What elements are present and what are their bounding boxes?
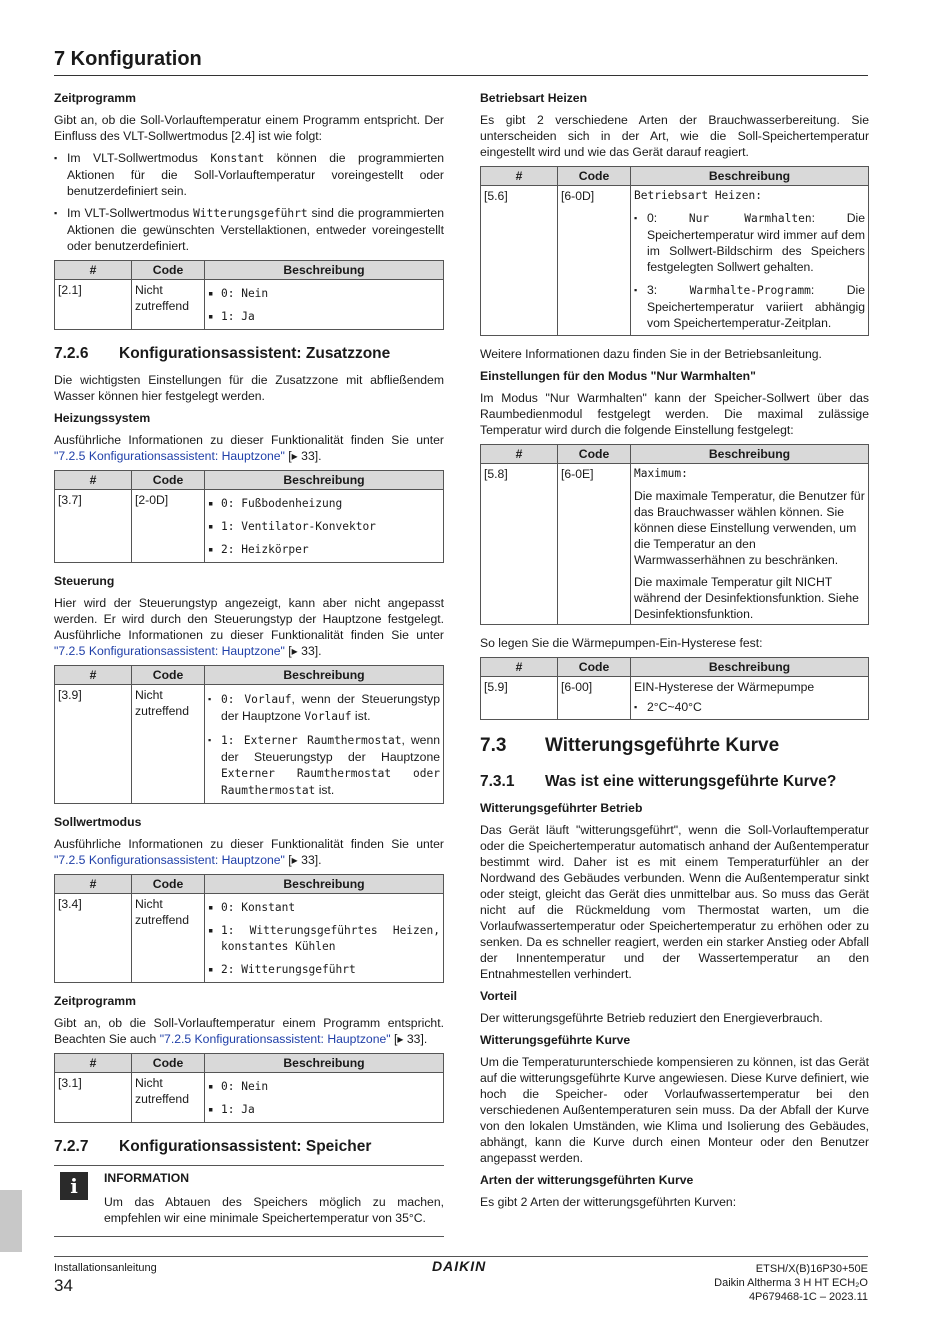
table-row: [3.9] Nicht zutreffend ▪ 0: Vorlauf, wenn der Steuerungstyp der Hauptzone Vorlauf ist. ▪ 1: Externer Raumthermostat, wenn der Steuerungstyp der Hauptzone Externer Raumthermostat oder Raumthermostat ist.	[55, 685, 444, 804]
paragraph: Gibt an, ob die Soll-Vorlauftemperatur einem Programm entspricht. Beachten Sie auch "7.2.5 Konfigurationsassistent: Hauptzone" [▸ 33].	[54, 1016, 444, 1046]
settings-table: # Code Beschreibung [5.9] [6-00] EIN-Hysterese der Wärmepumpe ▪ 2°C~40°C	[480, 657, 869, 720]
subheading-zeitprogramm: Zeitprogramm	[54, 994, 136, 1008]
information-title: INFORMATION	[104, 1171, 190, 1185]
paragraph: Es gibt 2 Arten der witterungsgeführten Kurven:	[480, 1195, 737, 1209]
cross-reference-link[interactable]: "7.2.5 Konfigurationsassistent: Hauptzone"	[54, 449, 285, 463]
table-row: [2.1] Nicht zutreffend ▪ 0: Nein ▪ 1: Ja	[55, 280, 444, 330]
information-box	[54, 1165, 444, 1237]
subheading-betrieb: Witterungsgeführter Betrieb	[480, 801, 643, 815]
information-text: Um das Abtauen des Speichers möglich zu machen, empfehlen wir eine minimale Speichertemperatur von 35°C.	[104, 1195, 444, 1225]
footer-model: ETSH/X(B)16P30+50E	[755, 1263, 868, 1275]
section-heading-7-3: 7.3 Witterungsgeführte Kurve	[480, 735, 780, 756]
information-icon: i	[60, 1172, 88, 1200]
paragraph: Im Modus "Nur Warmhalten" kann der Speicher-Sollwert über das Raumbedienmodul festgelegt werden. Die maximal zulässige Temperatur wird durch die folgende Einstellung festgelegt:	[480, 391, 869, 437]
settings-table: # Code Beschreibung [3.7] [2-0D] ▪ 0: Fußbodenheizung ▪ 1: Ventilator-Konvektor ▪ 2: Heizkörper	[54, 470, 444, 563]
subheading-zeitprogramm: Zeitprogramm	[54, 91, 136, 105]
left-column	[54, 88, 444, 1237]
paragraph: Der witterungsgeführte Betrieb reduziert den Energieverbrauch.	[480, 1011, 823, 1025]
table-row: [5.9] [6-00] EIN-Hysterese der Wärmepumpe ▪ 2°C~40°C	[481, 677, 869, 720]
settings-table: # Code Beschreibung [5.8] [6-0E] Maximum: Die maximale Temperatur, die Benutzer für das Brauchwasser wählen können. Sie können diese Einstellung verwenden, um die Temperatur an den Warmwasserhähnen zu beschränken. Die maximale Temperatur gilt NICHT während der Desinfektionsfunktion. Siehe Desinfektionsfunktion.	[480, 444, 869, 625]
list-item: ▪ Im VLT-Sollwertmodus Konstant können die programmierten Aktionen für die Soll-Vorlauftemperatur voreingestellt oder benutzerdefiniert sein.	[54, 150, 444, 199]
section-heading-7-3-1: 7.3.1 Was ist eine witterungsgeführte Kurve?	[480, 773, 837, 790]
paragraph: Ausführliche Informationen zu dieser Funktionalität finden Sie unter "7.2.5 Konfigurationsassistent: Hauptzone" [▸ 33].	[54, 433, 444, 463]
page-number: 34	[54, 1276, 73, 1295]
footer-doc-type: Installationsanleitung	[54, 1262, 157, 1274]
subheading-heizungssystem: Heizungssystem	[54, 411, 151, 425]
table-row: [5.6] [6-0D] Betriebsart Heizen: ▪ 0: Nur Warmhalten: Die Speichertemperatur wird immer auf dem im Sollwert-Bildschirm des Speichers festgelegten Sollwert gehalten. ▪ 3: Warmhalte-Programm: Die Speichertemperatur variiert abhängig vom Speichertemperatur-Zeitplan.	[481, 186, 869, 336]
subheading-arten: Arten der witterungsgeführten Kurve	[480, 1173, 694, 1187]
settings-table: # Code Beschreibung [5.6] [6-0D] Betriebsart Heizen: ▪ 0: Nur Warmhalten: Die Speichertemperatur wird immer auf dem im Sollwert-Bildschirm des Speichers festgelegten Sollwert gehalten. ▪ 3: Warmhalte-Programm: Die Speichertemperatur variiert abhängig vom Speichertemperatur-Zeitplan.	[480, 166, 869, 336]
paragraph: Die wichtigsten Einstellungen für die Zusatzzone mit abfließendem Wasser können hier festgelegt werden.	[54, 373, 444, 403]
table-row: [3.7] [2-0D] ▪ 0: Fußbodenheizung ▪ 1: Ventilator-Konvektor ▪ 2: Heizkörper	[55, 490, 444, 563]
footer-document-info	[714, 1262, 868, 1304]
footer-docnum: 4P679468-1C – 2023.11	[748, 1291, 868, 1303]
subheading-steuerung: Steuerung	[54, 574, 115, 588]
right-column	[480, 88, 869, 1216]
subheading-vorteil: Vorteil	[480, 989, 518, 1003]
table-row: [3.4] Nicht zutreffend ▪ 0: Konstant ▪ 1: Witterungsgeführtes Heizen, konstantes Kühlen ▪ 2: Witterungsgeführt	[55, 894, 444, 983]
paragraph: Gibt an, ob die Soll-Vorlauftemperatur einem Programm entspricht. Der Einfluss des VLT-Sollwertmodus [2.4] ist wie folgt:	[54, 113, 444, 143]
subheading-nur-warmhalten: Einstellungen für den Modus "Nur Warmhalten"	[480, 369, 756, 383]
paragraph: Weitere Informationen dazu finden Sie in der Betriebsanleitung.	[480, 347, 822, 361]
settings-table: # Code Beschreibung [3.1] Nicht zutreffend ▪ 0: Nein ▪ 1: Ja	[54, 1053, 444, 1123]
daikin-logo: DAIKIN	[432, 1258, 487, 1274]
section-heading-7-2-6: 7.2.6 Konfigurationsassistent: Zusatzzone	[54, 345, 391, 362]
chapter-thumb-tab	[0, 1190, 22, 1252]
paragraph: Es gibt 2 verschiedene Arten der Brauchwasserbereitung. Sie unterscheiden sich in der Art, wie die Soll-Speichertemperatur eingestellt wird und wie das Gerät darauf reagiert.	[480, 113, 869, 159]
paragraph: Ausführliche Informationen zu dieser Funktionalität finden Sie unter "7.2.5 Konfigurationsassistent: Hauptzone" [▸ 33].	[54, 837, 444, 867]
paragraph: So legen Sie die Wärmepumpen-Ein-Hysterese fest:	[480, 636, 763, 650]
chapter-title: 7 Konfiguration	[54, 48, 868, 76]
table-row: [3.1] Nicht zutreffend ▪ 0: Nein ▪ 1: Ja	[55, 1073, 444, 1123]
cross-reference-link[interactable]: "7.2.5 Konfigurationsassistent: Hauptzone"	[54, 644, 285, 658]
settings-table: # Code Beschreibung [2.1] Nicht zutreffend ▪ 0: Nein ▪ 1: Ja	[54, 260, 444, 330]
paragraph: Das Gerät läuft "witterungsgeführt", wenn die Soll-Vorlauftemperatur oder die Speichertemperatur automatisch anhand der Außentemperatur bestimmt wird. Daher ist es mit einem Temperaturfühler an der Nordwand des Gebäudes verbunden. Wenn die Außentemperatur sinkt oder steigt, gleicht das Gerät dies unmittelbar aus. So muss das Gerät nicht auf die Rückmeldung vom Thermostat warten, um die Vorlaufwassertemperatur oder Speichertemperatur zu erhöhen oder zu senken. Da es schneller reagiert, werden ein starker Anstieg oder Abfall der Innentemperatur und der Wassertemperatur an den Entnahmestellen verhindert.	[480, 823, 869, 981]
subheading-kurve: Witterungsgeführte Kurve	[480, 1033, 631, 1047]
table-row: [5.8] [6-0E] Maximum: Die maximale Temperatur, die Benutzer für das Brauchwasser wählen können. Sie können diese Einstellung verwenden, um die Temperatur an den Warmwasserhähnen zu beschränken. Die maximale Temperatur gilt NICHT während der Desinfektionsfunktion. Siehe Desinfektionsfunktion.	[481, 464, 869, 625]
settings-table: # Code Beschreibung [3.4] Nicht zutreffend ▪ 0: Konstant ▪ 1: Witterungsgeführtes Heizen, konstantes Kühlen ▪ 2: Witterungsgeführt	[54, 874, 444, 983]
settings-table: # Code Beschreibung [3.9] Nicht zutreffend ▪ 0: Vorlauf, wenn der Steuerungstyp der Hauptzone Vorlauf ist. ▪ 1: Externer Raumthermostat, wenn der Steuerungstyp der Hauptzone Externer Raumthermostat oder Raumthermostat ist.	[54, 665, 444, 804]
section-heading-7-2-7: 7.2.7 Konfigurationsassistent: Speicher	[54, 1138, 372, 1155]
subheading-sollwertmodus: Sollwertmodus	[54, 815, 142, 829]
footer-product: Daikin Altherma 3 H HT ECH₂O	[714, 1277, 868, 1289]
paragraph: Hier wird der Steuerungstyp angezeigt, kann aber nicht angepasst werden. Er wird durch den Steuerungstyp der Hauptzone festgelegt. Ausführliche Informationen zu dieser Funktionalität finden Sie unter "7.2.5 Konfigurationsassistent: Hauptzone" [▸ 33].	[54, 596, 444, 658]
subheading-betriebsart: Betriebsart Heizen	[480, 91, 588, 105]
bullet-list	[54, 150, 444, 254]
footer-divider	[54, 1256, 868, 1257]
list-item: ▪ Im VLT-Sollwertmodus Witterungsgeführt sind die programmierten Aktionen die gewünschten Verstellaktionen, entweder voreingestellt oder benutzerdefiniert.	[54, 205, 444, 254]
cross-reference-link[interactable]: "7.2.5 Konfigurationsassistent: Hauptzone"	[54, 853, 285, 867]
cross-reference-link[interactable]: "7.2.5 Konfigurationsassistent: Hauptzone"	[159, 1032, 391, 1046]
paragraph: Um die Temperaturunterschiede kompensieren zu können, ist das Gerät auf die witterungsgeführte Kurve angewiesen. Diese Kurve definiert, wie hoch die Speicher- oder Vorlaufwassertemperatur bei den verschiedenen Außentemperaturen sein muss. Da der Abfall der Kurve von den lokalen Umständen, wie Klima und Isolierung des Gebäudes, abhängt, kann die Kurve durch einen Monteur oder den Benutzer angepasst werden.	[480, 1055, 869, 1165]
